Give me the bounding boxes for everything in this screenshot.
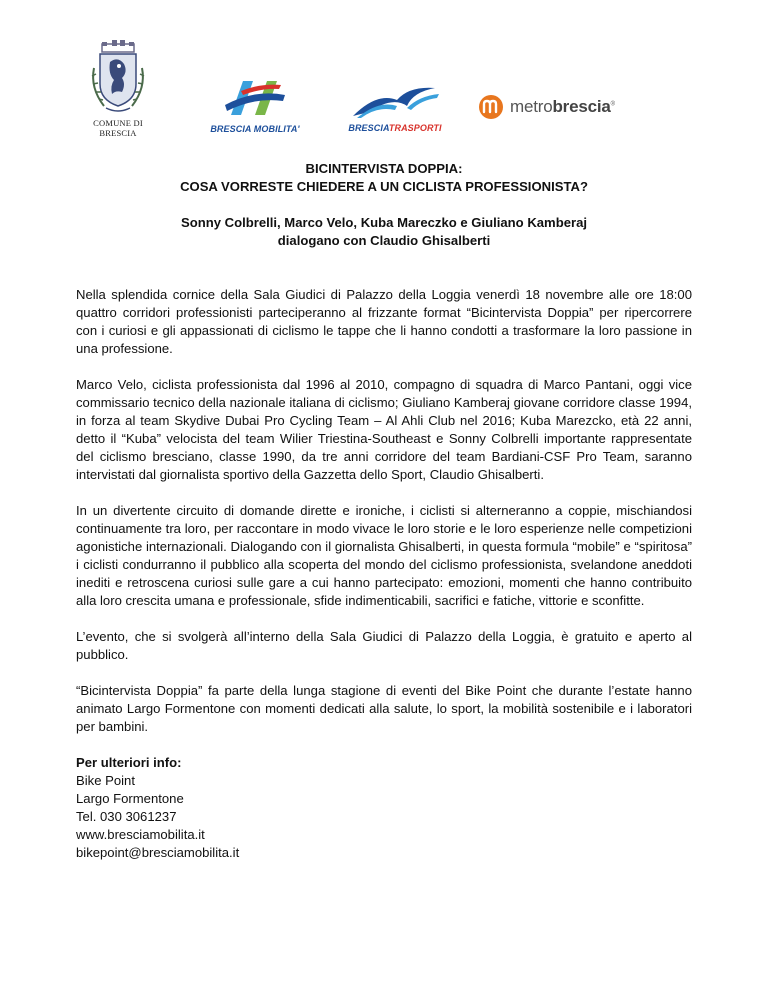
- paragraph-riders: Marco Velo, ciclista professionista dal 1996 al 2010, compagno di squadra di Marco Pantani, oggi vice commissario tecnico della nazionale italiana di ciclismo; Giuliano Kamberaj giovane corridore classe 1994, in forza al team Skydive Dubai Pro Cycling Team – Al Ahli Club nel 2016; Kuba Marezcko, età 22 anni, detto il “Kuba” velocista del team Wilier Triestina-Southeast e Sonny Colbrelli importante rappresentate del ciclismo bresciano, classe 1990, da tre anni corridore del team Bardiani-CSF Pro Team, saranno intervistati dal giornalista sportivo della Gazzetta dello Sport, Claudio Ghisalberti.: [76, 377, 692, 482]
- caption-part-trasporti: TRASPORTI: [388, 123, 442, 133]
- contact-phone: Tel. 030 3061237: [76, 809, 177, 824]
- caption-part-brescia: BRESCIA: [348, 123, 389, 133]
- metrobrescia-logo: [478, 94, 615, 120]
- brescia-trasporti-mark-icon: [347, 82, 443, 118]
- paragraph-intro: Nella splendida cornice della Sala Giudici di Palazzo della Loggia venerdì 18 novembre alle ore 18:00 quattro corridori professionisti parteciperanno al frizzante format “Bicintervista Doppia” per ripercorrere con i curiosi e gli appassionati di ciclismo le tappe che li hanno condotti a trasformare la loro passione in una professione.: [76, 287, 692, 356]
- metro-m-icon: [478, 94, 504, 120]
- city-crest-icon: [88, 40, 148, 116]
- press-release-body: [76, 160, 692, 862]
- wordmark-brescia: brescia: [552, 97, 611, 116]
- contact-website-link[interactable]: www.bresciamobilita.it: [76, 827, 205, 842]
- contact-name: Bike Point: [76, 773, 135, 788]
- metrobrescia-wordmark: [510, 97, 615, 117]
- subheadline-line-1: Sonny Colbrelli, Marco Velo, Kuba Mareczko e Giuliano Kamberaj: [180, 215, 587, 230]
- contact-address: Largo Formentone: [76, 791, 184, 806]
- subheadline-line-2: dialogano con Claudio Ghisalberti: [277, 233, 491, 248]
- paragraph-format: In un divertente circuito di domande dirette e ironiche, i ciclisti si alterneranno a coppie, mischiandosi continuamente tra loro, per raccontare in modo vivace le loro storie e le loro esperienze nelle competizioni agonistiche internazionali. Dialogando con il giornalista Ghisalberti, in questa formula “mobile” e “spiritosa” i ciclisti condurranno il pubblico alla scoperta del mondo del ciclismo professionista, svelandone aneddoti inediti e retroscena curiosi sulle gare a cui hanno partecipato: emozioni, momenti che hanno contribuito alla loro crescita umana e professionale, sfide indimenticabili, sacrifici e fatiche, vittorie e sconfitte.: [76, 503, 692, 608]
- wordmark-metro: metro: [510, 97, 553, 116]
- brescia-mobilita-mark-icon: [221, 75, 289, 119]
- contact-heading: Per ulteriori info:: [76, 755, 182, 770]
- brescia-trasporti-logo: [340, 82, 450, 133]
- headline-line-1: BICINTERVISTA DOPPIA:: [305, 161, 463, 176]
- brescia-trasporti-caption: [340, 123, 450, 133]
- registered-mark: ®: [610, 101, 615, 108]
- comune-di-brescia-logo: [76, 40, 160, 138]
- paragraph-location: L’evento, che si svolgerà all’interno della Sala Giudici di Palazzo della Loggia, è gratuito e aperto al pubblico.: [76, 629, 692, 662]
- logo-header: [0, 0, 768, 140]
- paragraph-bike-point: “Bicintervista Doppia” fa parte della lunga stagione di eventi del Bike Point che durante l’estate hanno animato Largo Formentone con momenti dedicati alla salute, lo sport, la mobilità sostenibile e i laboratori per bambini.: [76, 683, 692, 734]
- contact-info: [76, 754, 692, 862]
- contact-email-link[interactable]: bikepoint@bresciamobilita.it: [76, 845, 240, 860]
- brescia-mobilita-logo: [200, 75, 310, 134]
- headline: [76, 160, 692, 196]
- subheadline: [76, 214, 692, 250]
- comune-caption: COMUNE DI BRESCIA: [93, 118, 143, 138]
- brescia-mobilita-caption: BRESCIA MOBILITA': [210, 124, 300, 134]
- headline-line-2: COSA VORRESTE CHIEDERE A UN CICLISTA PROFESSIONISTA?: [180, 179, 588, 194]
